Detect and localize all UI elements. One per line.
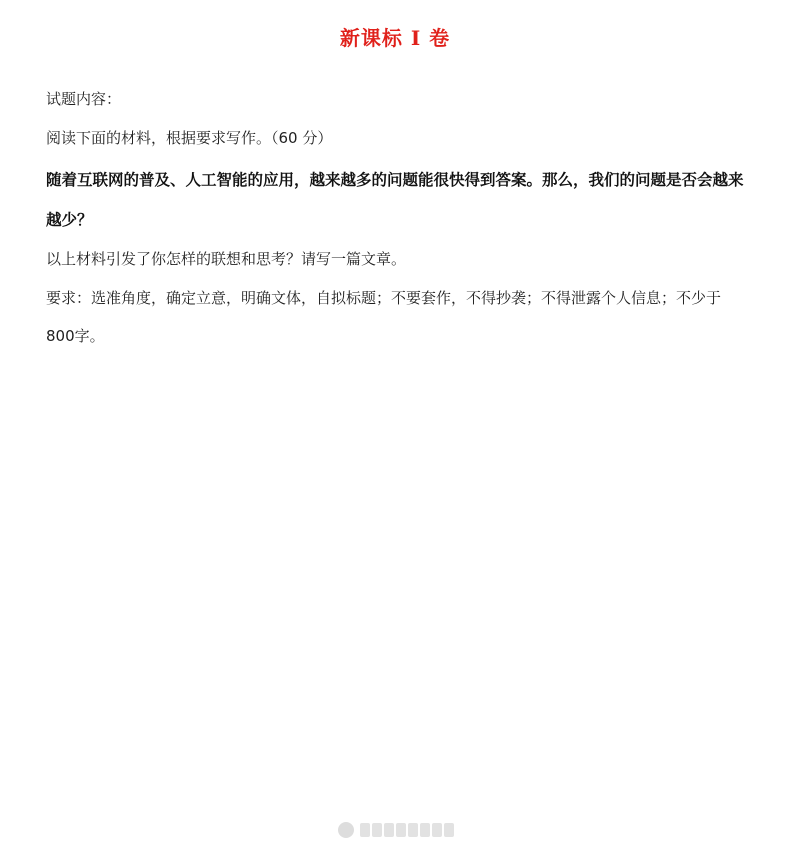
content-label: 试题内容： [46,90,122,108]
document-title: 新课标 I 卷 [339,26,451,50]
watermark-logo-icon [338,822,354,838]
watermark-blurred-text [360,823,454,837]
document-body [46,86,750,355]
requirements-text: 要求：选准角度，确定立意，明确文体，自拟标题；不要套作，不得抄袭；不得泄露个人信息；不少于 800字。 [46,289,722,345]
material-text: 随着互联网的普及、人工智能的应用，越来越多的问题能很快得到答案。那么，我们的问题是否会越来越少？ [46,171,744,229]
question-text: 以上材料引发了你怎样的联想和思考？请写一篇文章。 [46,250,407,268]
watermark [338,822,454,838]
instruction-text: 阅读下面的材料，根据要求写作。（60 分） [46,129,333,147]
